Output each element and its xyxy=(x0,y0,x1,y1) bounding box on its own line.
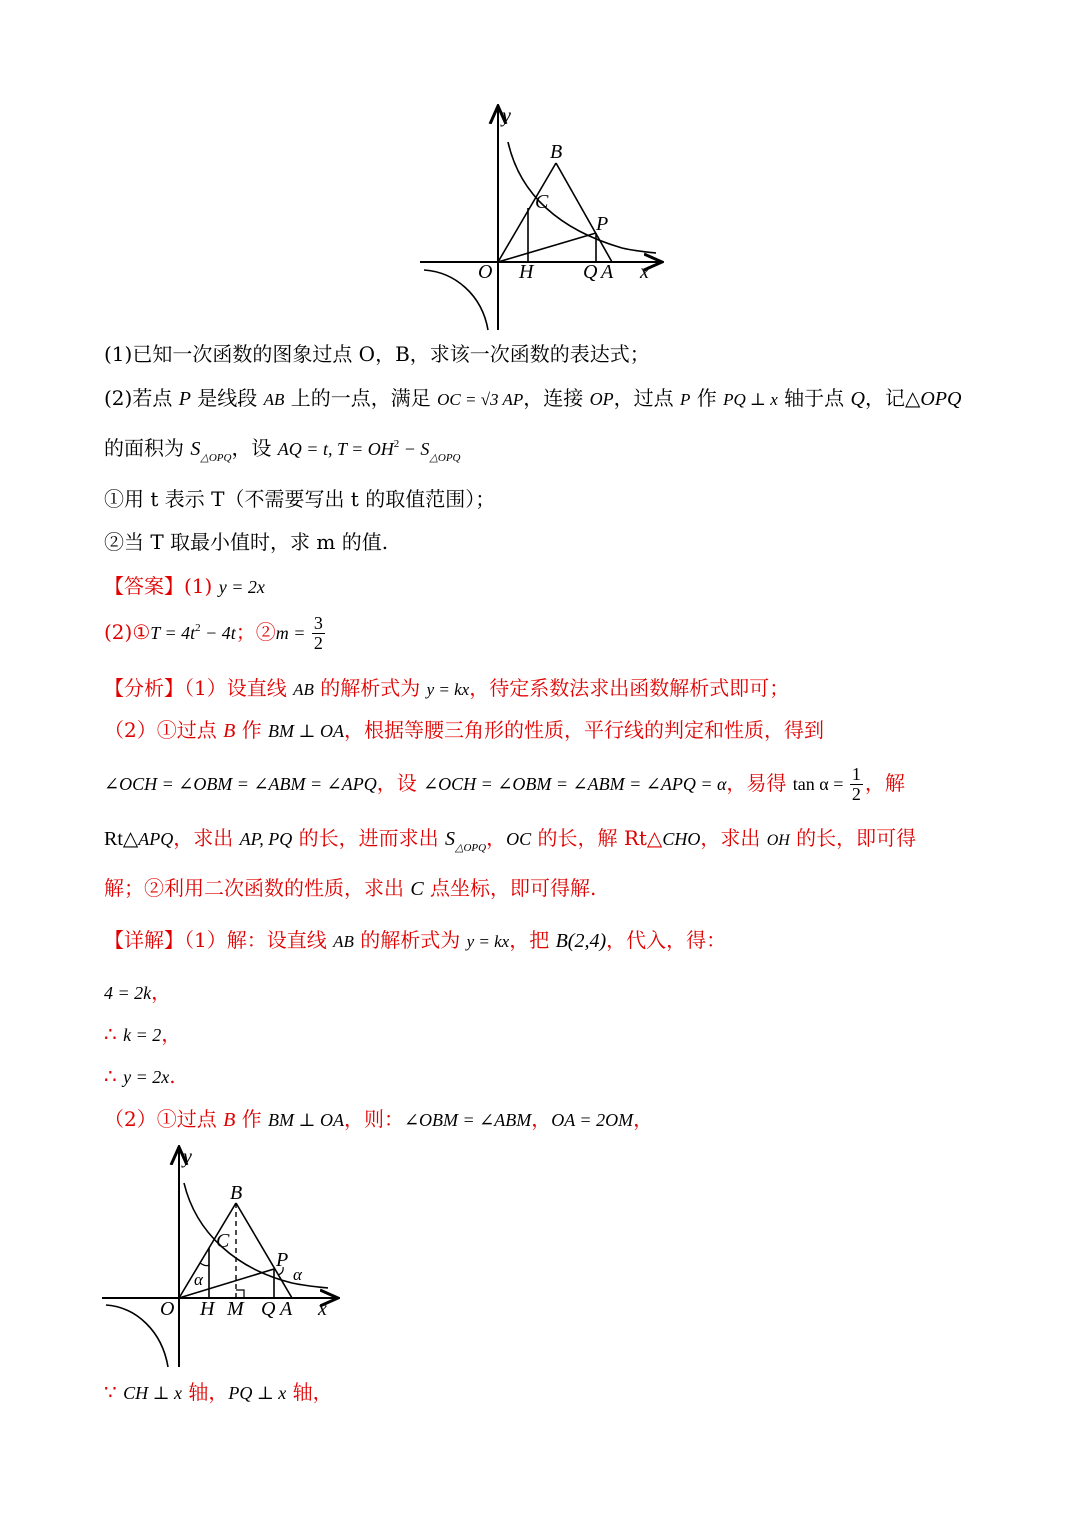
label-M: M xyxy=(227,1298,244,1320)
figure-2 xyxy=(96,1145,356,1375)
answer-1: 【答案】(1) y = 2x xyxy=(104,574,265,598)
label-alpha-2: α xyxy=(293,1265,302,1284)
label-H: H xyxy=(200,1298,215,1320)
label-y: y xyxy=(502,105,511,127)
question-1: (1)已知一次函数的图象过点 O，B，求该一次函数的表达式； xyxy=(104,342,650,366)
detail-5: （2）①过点 B 作 BM ⊥ OA，则：∠OBM = ∠ABM，OA = 2OM， xyxy=(104,1107,654,1131)
figure-1 xyxy=(410,100,680,340)
question-2-line-2: 的面积为 $S_{\triangle OPQ}$，设 AQ = t, $T = OH^2 - S_{\triangle OPQ}$ xyxy=(104,436,461,464)
question-2-part-1: ①用 t 表示 T（不需要写出 t 的取值范围）； xyxy=(104,487,496,511)
label-P: P xyxy=(596,213,609,235)
detail-4: ∴ y = 2x. xyxy=(104,1064,176,1088)
label-O: O xyxy=(160,1298,175,1320)
label-x: x xyxy=(640,261,649,283)
analysis-1: 【分析】（1）设直线 AB 的解析式为 y = kx，待定系数法求出函数解析式即可； xyxy=(104,676,790,700)
angle-arc-C xyxy=(200,1263,209,1266)
label-C: C xyxy=(535,191,549,213)
label-Q: Q xyxy=(261,1298,276,1320)
hyperbola-branch-2 xyxy=(106,1305,168,1367)
label-O: O xyxy=(478,261,493,283)
label-Q: Q xyxy=(583,261,598,283)
fraction-3-2: $\frac{3}{2}$ xyxy=(313,613,323,653)
detail-1: 【详解】（1）解：设直线 AB 的解析式为 y = kx，把 B(2,4)，代入，得： xyxy=(104,928,727,952)
fraction-1-2: $\frac{1}{2}$ xyxy=(851,764,861,804)
right-angle-mark xyxy=(236,1290,244,1298)
label-P: P xyxy=(276,1249,289,1271)
label-H: H xyxy=(519,261,534,283)
label-A: A xyxy=(280,1298,293,1320)
analysis-3: ∠OCH = ∠OBM = ∠ABM = ∠APQ，设 ∠OCH = ∠OBM = ∠ABM = ∠APQ = α，易得 tan α = $\frac{1}{2}$ ，解 xyxy=(104,764,905,804)
detail-2: 4 = 2k， xyxy=(104,980,172,1004)
label-y: y xyxy=(183,1146,192,1168)
label-C: C xyxy=(216,1230,230,1252)
label-A: A xyxy=(601,261,614,283)
label-B: B xyxy=(550,141,563,163)
analysis-5: 解；②利用二次函数的性质，求出 C 点坐标，即可得解. xyxy=(104,876,597,900)
detail-6: ∵ CH ⊥ x 轴，PQ ⊥ x 轴， xyxy=(104,1380,333,1404)
question-2-part-2: ②当 T 取最小值时，求 m 的值. xyxy=(104,530,389,554)
label-B: B xyxy=(230,1182,243,1204)
detail-3: ∴ k = 2， xyxy=(104,1022,182,1046)
question-2-line-1: (2)若点 P 是线段 AB 上的一点，满足 OC = √3 AP，连接 OP，过点 P 作 PQ ⊥ x 轴于点 Q，记△OPQ xyxy=(104,386,962,410)
analysis-4: Rt△APQ，求出 AP, PQ 的长，进而求出 $S_{\triangle OPQ}$，OC 的长，解 Rt△CHO，求出 OH 的长，即可得 xyxy=(104,826,917,854)
analysis-2: （2）①过点 B 作 BM ⊥ OA，根据等腰三角形的性质，平行线的判定和性质，得到 xyxy=(104,718,824,742)
label-x: x xyxy=(318,1298,327,1320)
label-alpha-1: α xyxy=(194,1270,203,1289)
answer-2: (2)①T = $4t^2 - 4t$；②m = $\frac{3}{2}$ xyxy=(104,613,323,653)
